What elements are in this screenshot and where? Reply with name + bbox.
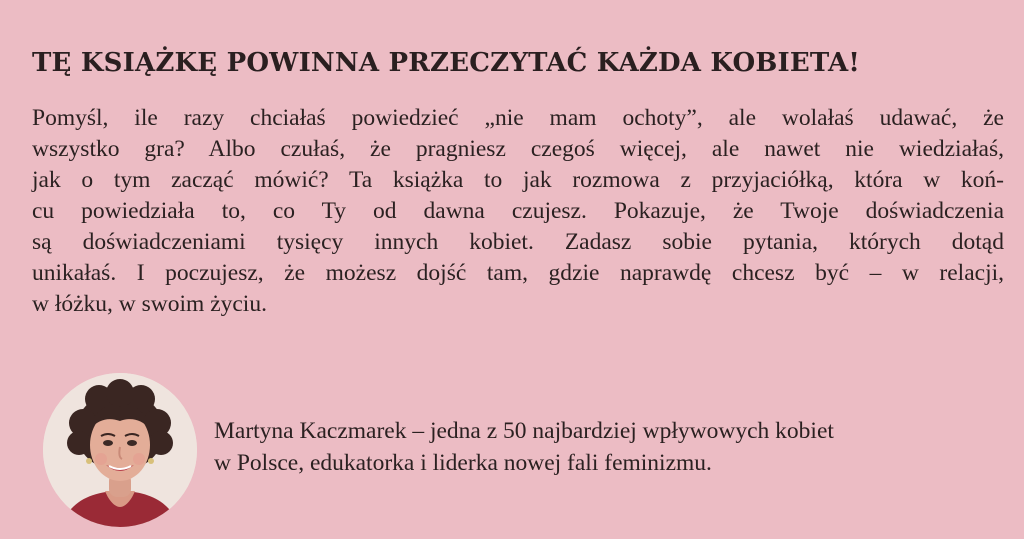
blurb-paragraph [32, 103, 1004, 320]
author-portrait [43, 373, 197, 527]
author-portrait-icon [43, 373, 197, 527]
blurb-line-4: cu powiedziała to, co Ty od dawna czujesz. Pokazuje, że Twoje doświadczenia [32, 198, 1004, 224]
blurb-line-2: wszystko gra? Albo czułaś, że pragniesz czegoś więcej, ale nawet nie wiedziałaś, [32, 136, 1004, 162]
blurb-line-5: są doświadczeniami tysięcy innych kobiet. Zadasz sobie pytania, których dotąd [32, 229, 1004, 255]
blurb-line-7: w łóżku, w swoim życiu. [32, 291, 267, 317]
blurb-line-3: jak o tym zacząć mówić? Ta książka to jak rozmowa z przyjaciółką, która w koń- [32, 167, 1004, 193]
author-bio-line-1: Martyna Kaczmarek – jedna z 50 najbardziej wpływowych kobiet [214, 418, 834, 444]
headline: TĘ KSIĄŻKĘ POWINNA PRZECZYTAĆ KAŻDA KOBIETA! [32, 48, 861, 78]
author-bio [214, 415, 1004, 479]
blurb-line-6: unikałaś. I poczujesz, że możesz dojść tam, gdzie naprawdę chcesz być – w relacji, [32, 260, 1004, 286]
blurb-line-1: Pomyśl, ile razy chciałaś powiedzieć „nie mam ochoty”, ale wolałaś udawać, że [32, 105, 1004, 131]
author-bio-line-2: w Polsce, edukatorka i liderka nowej fali feminizmu. [214, 450, 712, 476]
